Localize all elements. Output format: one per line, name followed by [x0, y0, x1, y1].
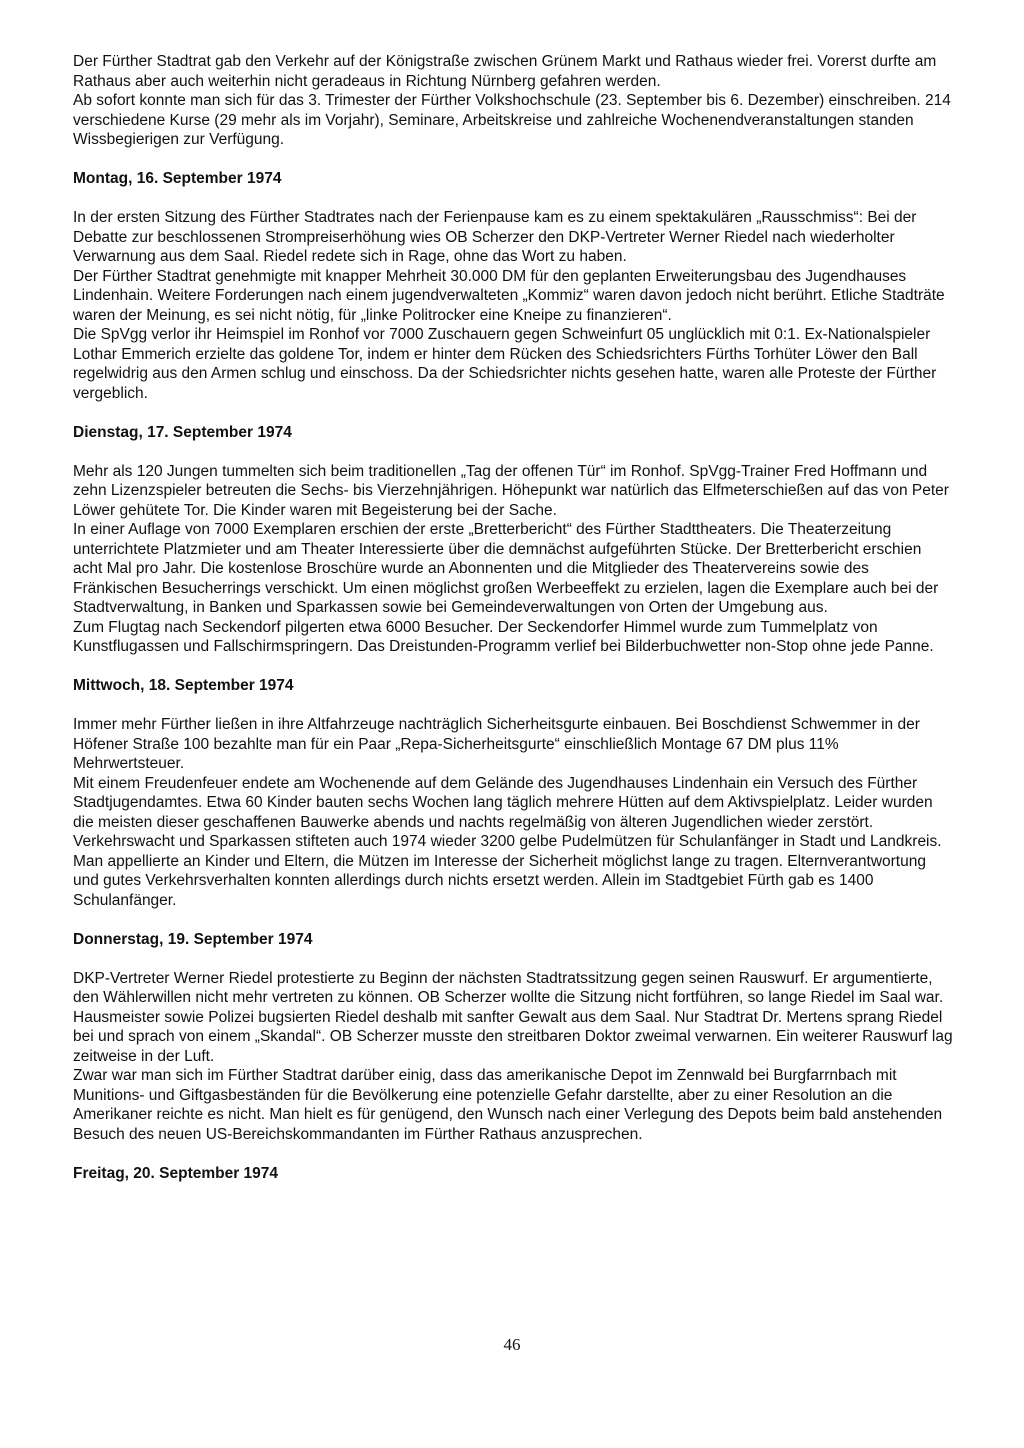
- paragraph: In der ersten Sitzung des Fürther Stadtrates nach der Ferienpause kam es zu einem spektakulären „Rausschmiss“: Bei der Debatte zur beschlossenen Strompreiserhöhung wies OB Scherzer den DKP-Vertreter Werner Riedel nach wiederholter Verwarnung aus dem Saal. Riedel redete sich in Rage, ohne das Wort zu haben.: [73, 209, 917, 265]
- paragraph: Immer mehr Fürther ließen in ihre Altfahrzeuge nachträglich Sicherheitsgurte einbauen. Bei Boschdienst Schwemmer in der Höfener Straße 100 bezahlte man für ein Paar „Repa-Sicherheitsgurte“ einschließlich Montage 67 DM plus 11% Mehrwertsteuer.: [73, 716, 920, 772]
- day-heading: Mittwoch, 18. September 1974: [73, 677, 294, 694]
- paragraph: Ab sofort konnte man sich für das 3. Trimester der Fürther Volkshochschule (23. September bis 6. Dezember) einschreiben. 214 verschiedene Kurse (29 mehr als im Vorjahr), Seminare, Arbeitskreise und zahlreiche Wochenendveranstaltungen standen Wissbegierigen zur Verfügung.: [73, 92, 951, 148]
- paragraph: In einer Auflage von 7000 Exemplaren erschien der erste „Bretterbericht“ des Fürther Stadttheaters. Die Theaterzeitung unterrichtete Platzmieter und am Theater Interessierte über die demnächst aufgeführten Stücke. Der Bretterbericht erschien acht Mal pro Jahr. Die kostenlose Broschüre wurde an Abonnenten und die Mitglieder des Theatervereins sowie des Fränkischen Besucherrings verschickt. Um einen möglichst großen Werbeeffekt zu erzielen, lagen die Exemplare auch bei der Stadtverwaltung, in Banken und Sparkassen sowie bei Gemeindeverwaltungen von Orten der Umgebung aus.: [73, 521, 939, 616]
- paragraph: Mehr als 120 Jungen tummelten sich beim traditionellen „Tag der offenen Tür“ im Ronhof. SpVgg-Trainer Fred Hoffmann und zehn Lizenzspieler betreuten die Sechs- bis Vierzehnjährigen. Höhepunkt war natürlich das Elfmeterschießen auf das von Peter Löwer gehütete Tor. Die Kinder waren mit Begeisterung bei der Sache.: [73, 462, 949, 519]
- page-body-text: [73, 52, 954, 1203]
- day-heading: Montag, 16. September 1974: [73, 170, 282, 187]
- intro-paragraphs: [73, 52, 954, 150]
- paragraph: Der Fürther Stadtrat gab den Verkehr auf der Königstraße zwischen Grünem Markt und Rathaus wieder frei. Vorerst durfte am Rathaus aber auch weiterhin nicht geradeaus in Richtung Nürnberg gefahren werden.: [73, 53, 937, 90]
- paragraph: Verkehrswacht und Sparkassen stifteten auch 1974 wieder 3200 gelbe Pudelmützen für Schulanfänger in Stadt und Landkreis. Man appellierte an Kinder und Eltern, die Mützen im Interesse der Sicherheit möglichst lange zu tragen. Elternverantwortung und gutes Verkehrsverhalten konnten allerdings durch nichts ersetzt werden. Allein im Stadtgebiet Fürth gab es 1400 Schulanfänger.: [73, 833, 942, 909]
- day-heading: Freitag, 20. September 1974: [73, 1164, 279, 1182]
- paragraph: Der Fürther Stadtrat genehmigte mit knapper Mehrheit 30.000 DM für den geplanten Erweiterungsbau des Jugendhauses Lindenhain. Weitere Forderungen nach einem jugendverwalteten „Kommiz“ waren davon jedoch nicht berührt. Etliche Stadträte waren der Meinung, es sei nicht nötig, für „linke Politrocker eine Kneipe zu finanzieren“.: [73, 267, 945, 324]
- section-tuesday: [73, 423, 954, 657]
- section-thursday: [73, 930, 954, 1145]
- paragraph: Mit einem Freudenfeuer endete am Wochenende auf dem Gelände des Jugendhauses Lindenhain ein Versuch des Fürther Stadtjugendamtes. Etwa 60 Kinder bauten sechs Wochen lang täglich mehrere Hütten auf dem Aktivspielplatz. Leider wurden die meisten dieser geschaffenen Bauwerke abends und nachts regelmäßig von älteren Jugendlichen wieder zerstört.: [73, 774, 933, 831]
- section-friday: [73, 1164, 954, 1184]
- section-wednesday: [73, 676, 954, 910]
- paragraph: Zum Flugtag nach Seckendorf pilgerten etwa 6000 Besucher. Der Seckendorfer Himmel wurde zum Tummelplatz von Kunstflugassen und Fallschirmspringern. Das Dreistunden-Programm verlief bei Bilderbuchwetter non-Stop ohne jede Panne.: [73, 618, 934, 655]
- paragraph: DKP-Vertreter Werner Riedel protestierte zu Beginn der nächsten Stadtratssitzung gegen seinen Rauswurf. Er argumentierte, den Wählerwillen nicht mehr vertreten zu können. OB Scherzer wollte die Sitzung nicht fortführen, so lange Riedel im Saal war. Hausmeister sowie Polizei bugsierten Riedel deshalb mit sanfter Gewalt aus dem Saal. Nur Stadtrat Dr. Mertens sprang Riedel bei und sprach von einem „Skandal“. OB Scherzer musste den streitbaren Doktor zweimal verwarnen. Ein weiterer Rauswurf lag zeitweise in der Luft.: [73, 969, 953, 1065]
- paragraph: Zwar war man sich im Fürther Stadtrat darüber einig, dass das amerikanische Depot im Zennwald bei Burgfarrnbach mit Munitions- und Giftgasbeständen für die Bevölkerung eine potenzielle Gefahr darstellte, aber zu einer Resolution an die Amerikaner reichte es nicht. Man hielt es für genügend, den Wunsch nach einer Verlegung des Depots beim bald anstehenden Besuch des neuen US-Bereichskommandanten im Fürther Rathaus anzusprechen.: [73, 1067, 943, 1143]
- section-monday: [73, 169, 954, 403]
- day-heading: Donnerstag, 19. September 1974: [73, 930, 313, 948]
- paragraph: Die SpVgg verlor ihr Heimspiel im Ronhof vor 7000 Zuschauern gegen Schweinfurt 05 unglücklich mit 0:1. Ex-Nationalspieler Lothar Emmerich erzielte das goldene Tor, indem er hinter dem Rücken des Schiedsrichters Fürths Torhüter Löwer den Ball regelwidrig aus den Armen schlug und einschoss. Da der Schiedsrichter nichts gesehen hatte, waren alle Proteste der Fürther vergeblich.: [73, 326, 937, 402]
- day-heading: Dienstag, 17. September 1974: [73, 423, 292, 441]
- page-number: 46: [503, 1335, 521, 1354]
